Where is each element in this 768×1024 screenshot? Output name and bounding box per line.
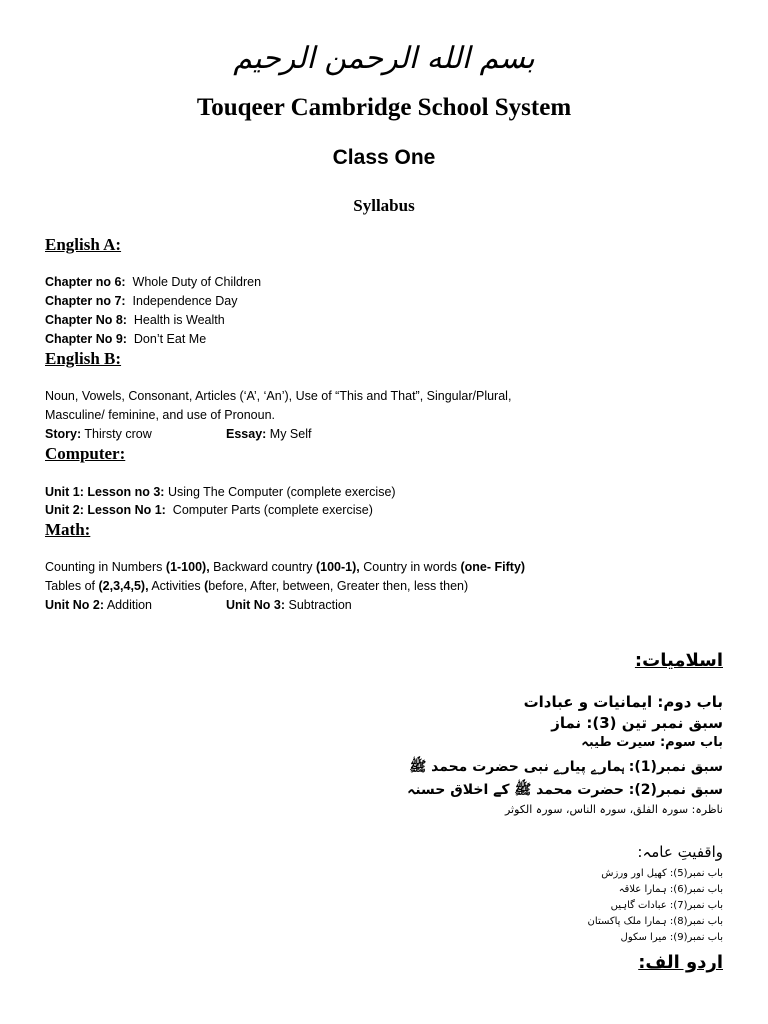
islamiat-line: ناظرہ: سورہ الفلق، سورہ الناس، سورہ الکوثر [504,803,723,816]
computer-unit-line: Unit 2: Lesson No 1: Computer Parts (complete exercise) [45,503,373,517]
computer-unit-line: Unit 1: Lesson no 3: Using The Computer (complete exercise) [45,485,396,499]
chapter-line: Chapter No 9: Don’t Eat Me [45,332,207,346]
story-essay-line: Story: Thirsty crow [45,427,152,441]
math-line: Tables of (2,3,4,5), Activities (before, After, between, Greater then, less then) [45,579,469,593]
islamiat-line: باب دوم: ایمانیات و عبادات [523,693,723,711]
urdu-heading: اردو الف: [638,952,723,973]
islamiat-heading: اسلامیات: [634,650,723,671]
english-b-line: Noun, Vowels, Consonant, Articles (‘A’, ‘An’), Use of “This and That”, Singular/Plural, [45,389,512,403]
chapter-line: Chapter No 8: Health is Wealth [45,313,225,327]
general-item: باب نمبر(8): ہمارا ملک پاکستان [587,916,723,927]
general-item: باب نمبر(9): میرا سکول [620,932,723,943]
islamiat-line: باب سوم: سیرت طیبہ [581,735,723,750]
school-title: Touqeer Cambridge School System [196,94,572,121]
general-item: باب نمبر(6): ہمارا علاقہ [618,884,723,895]
english-b-line: Masculine/ feminine, and use of Pronoun. [45,408,275,422]
general-heading: واقفیتِ عامہ: [637,843,723,861]
class-title: Class One [332,146,436,169]
computer-heading: Computer: [45,444,126,463]
math-heading: Math: [45,520,91,539]
math-line: Counting in Numbers (1-100), Backward country (100-1), Country in words (one- Fifty) [45,560,526,574]
chapter-line: Chapter no 6: Whole Duty of Children [45,275,262,289]
islamiat-line: سبق نمبر تین (3): نماز [551,714,723,732]
english-b-heading: English B: [45,349,122,368]
math-unit-line: Unit No 2: Addition [45,598,153,612]
english-a-heading: English A: [45,235,122,254]
syllabus-title: Syllabus [353,196,415,215]
islamiat-line: سبق نمبر(2): حضرت محمد ﷺ کے اخلاق حسنہ [407,782,723,798]
general-item: باب نمبر(7): عبادات گاہیں [610,900,723,911]
chapter-line: Chapter no 7: Independence Day [45,294,238,308]
essay-line: Essay: My Self [226,427,312,441]
islamiat-line: سبق نمبر(1): ہمارے پیارے نبی حضرت محمد ﷺ [409,759,723,775]
general-item: باب نمبر(5): کھیل اور ورزش [601,868,723,879]
bismillah-calligraphy: بسم الله الرحمن الرحيم [233,41,535,76]
math-unit-line: Unit No 3: Subtraction [226,598,352,612]
